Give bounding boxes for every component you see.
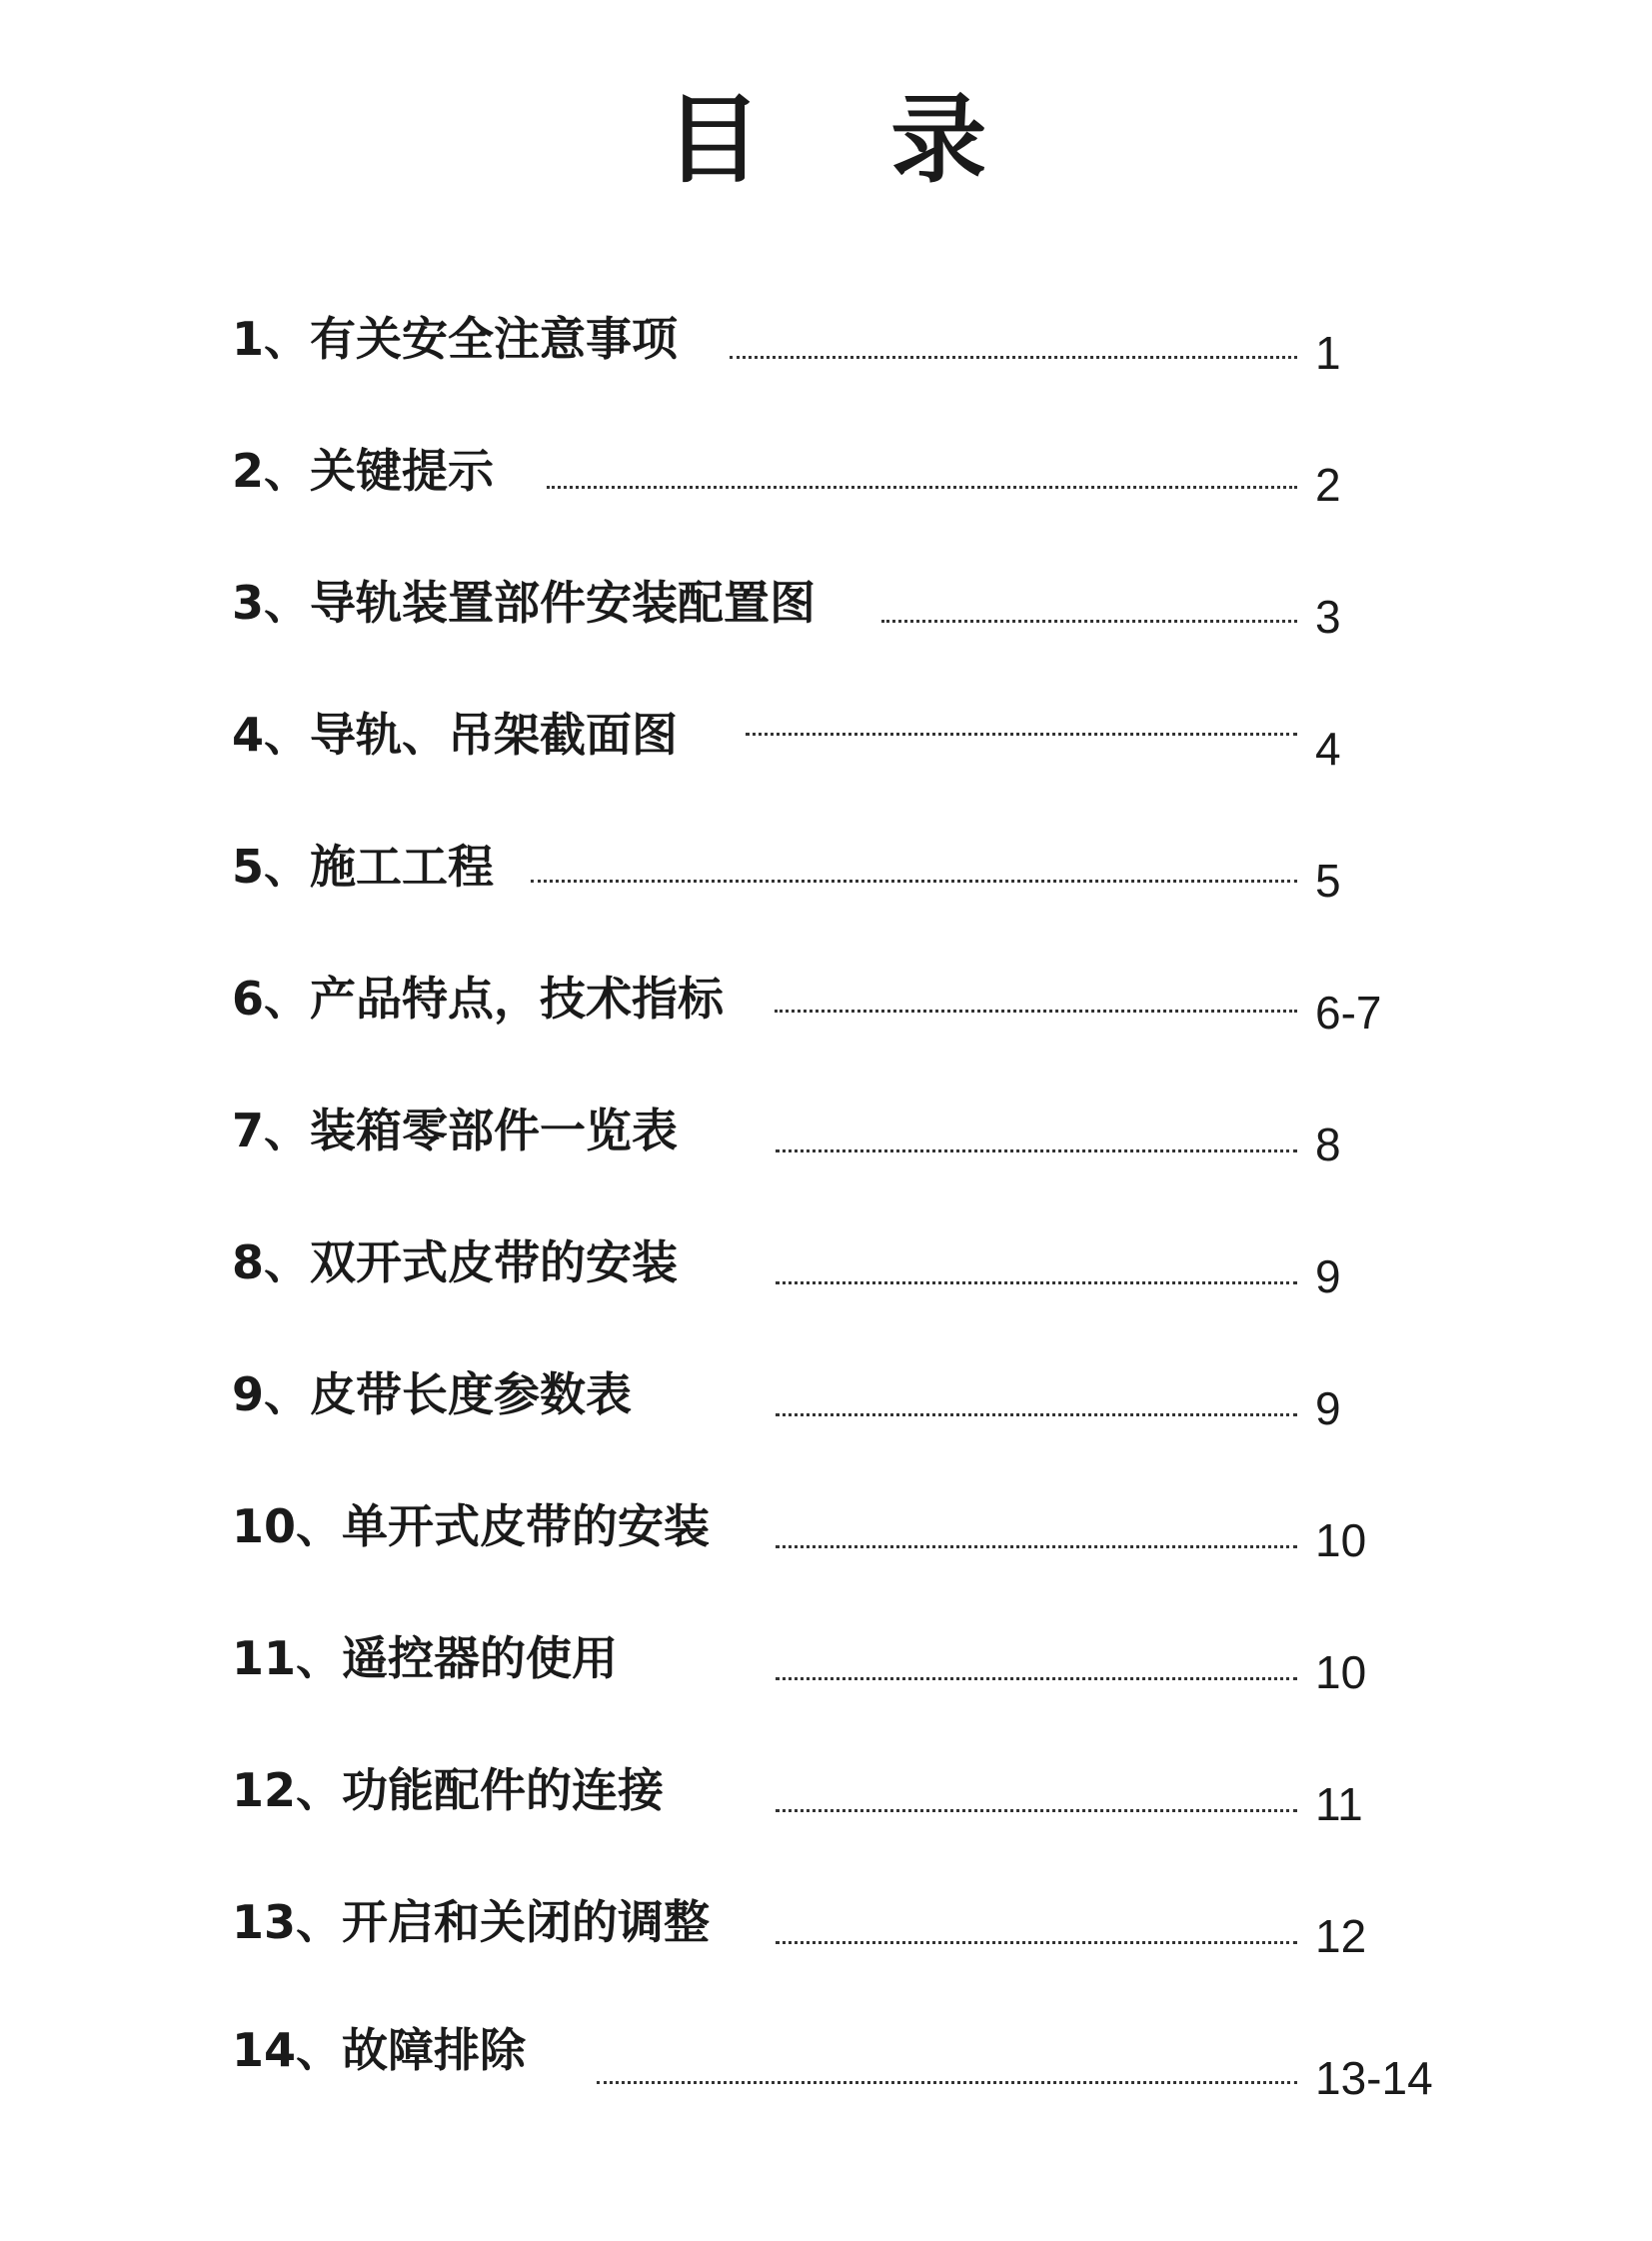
toc-entry-13[interactable] bbox=[0, 1895, 1652, 1999]
toc-entry-5[interactable] bbox=[0, 840, 1652, 944]
dot-leader bbox=[776, 1545, 1297, 1548]
toc-entry-label: 5、施工工程 bbox=[232, 840, 495, 894]
toc-entry-label: 6、产品特点，技术指标 bbox=[232, 972, 725, 1026]
toc-entry-page-number: 1 bbox=[1315, 327, 1341, 379]
toc-entry-label: 3、导轨装置部件安装配置图 bbox=[232, 576, 817, 630]
toc-entry-page-number: 3 bbox=[1315, 591, 1341, 643]
toc-entry-page-number: 9 bbox=[1315, 1382, 1341, 1434]
toc-entry-label: 14、故障排除 bbox=[232, 2023, 527, 2077]
toc-entry-8[interactable] bbox=[0, 1235, 1652, 1339]
dot-leader bbox=[597, 2081, 1297, 2084]
dot-leader bbox=[776, 1677, 1297, 1680]
toc-entry-page-number: 10 bbox=[1315, 1646, 1367, 1698]
dot-leader bbox=[776, 1941, 1297, 1944]
toc-entry-1[interactable] bbox=[0, 312, 1652, 416]
toc-entry-10[interactable] bbox=[0, 1499, 1652, 1603]
toc-entry-14[interactable] bbox=[0, 2023, 1652, 2127]
toc-entry-12[interactable] bbox=[0, 1763, 1652, 1867]
toc-entry-page-number: 6-7 bbox=[1315, 987, 1382, 1039]
toc-entry-page-number: 9 bbox=[1315, 1250, 1341, 1302]
dot-leader bbox=[776, 1149, 1297, 1152]
toc-entry-label: 10、单开式皮带的安装 bbox=[232, 1499, 711, 1553]
toc-entry-9[interactable] bbox=[0, 1367, 1652, 1471]
dot-leader bbox=[547, 486, 1297, 489]
toc-entry-label: 1、有关安全注意事项 bbox=[232, 312, 679, 366]
toc-entry-page-number: 8 bbox=[1315, 1119, 1341, 1170]
toc-entry-6[interactable] bbox=[0, 972, 1652, 1076]
toc-entry-page-number: 11 bbox=[1315, 1778, 1363, 1830]
toc-entry-page-number: 13-14 bbox=[1315, 2052, 1433, 2104]
dot-leader bbox=[746, 733, 1297, 736]
page-title: 目 录 bbox=[665, 84, 1035, 196]
dot-leader bbox=[531, 880, 1297, 883]
toc-entry-page-number: 10 bbox=[1315, 1514, 1367, 1566]
toc-entry-page-number: 2 bbox=[1315, 459, 1341, 511]
toc-entry-label: 8、双开式皮带的安装 bbox=[232, 1235, 679, 1289]
toc-entry-11[interactable] bbox=[0, 1631, 1652, 1735]
dot-leader bbox=[775, 1010, 1297, 1013]
toc-entry-label: 7、装箱零部件一览表 bbox=[232, 1104, 679, 1157]
toc-entry-label: 12、功能配件的连接 bbox=[232, 1763, 665, 1817]
toc-entry-page-number: 12 bbox=[1315, 1910, 1367, 1962]
dot-leader bbox=[730, 356, 1297, 359]
dot-leader bbox=[881, 620, 1297, 623]
dot-leader bbox=[776, 1809, 1297, 1812]
toc-entry-page-number: 4 bbox=[1315, 723, 1341, 775]
toc-entry-label: 4、导轨、吊架截面图 bbox=[232, 708, 679, 762]
dot-leader bbox=[776, 1413, 1297, 1416]
toc-entry-4[interactable] bbox=[0, 708, 1652, 812]
toc-entry-label: 2、关键提示 bbox=[232, 444, 495, 498]
toc-entry-label: 11、遥控器的使用 bbox=[232, 1631, 619, 1685]
toc-entry-2[interactable] bbox=[0, 444, 1652, 548]
toc-entry-3[interactable] bbox=[0, 576, 1652, 680]
toc-entry-label: 9、皮带长度参数表 bbox=[232, 1367, 633, 1421]
toc-entry-label: 13、开启和关闭的调整 bbox=[232, 1895, 711, 1949]
dot-leader bbox=[776, 1281, 1297, 1284]
toc-entry-page-number: 5 bbox=[1315, 855, 1341, 907]
toc-entry-7[interactable] bbox=[0, 1104, 1652, 1207]
